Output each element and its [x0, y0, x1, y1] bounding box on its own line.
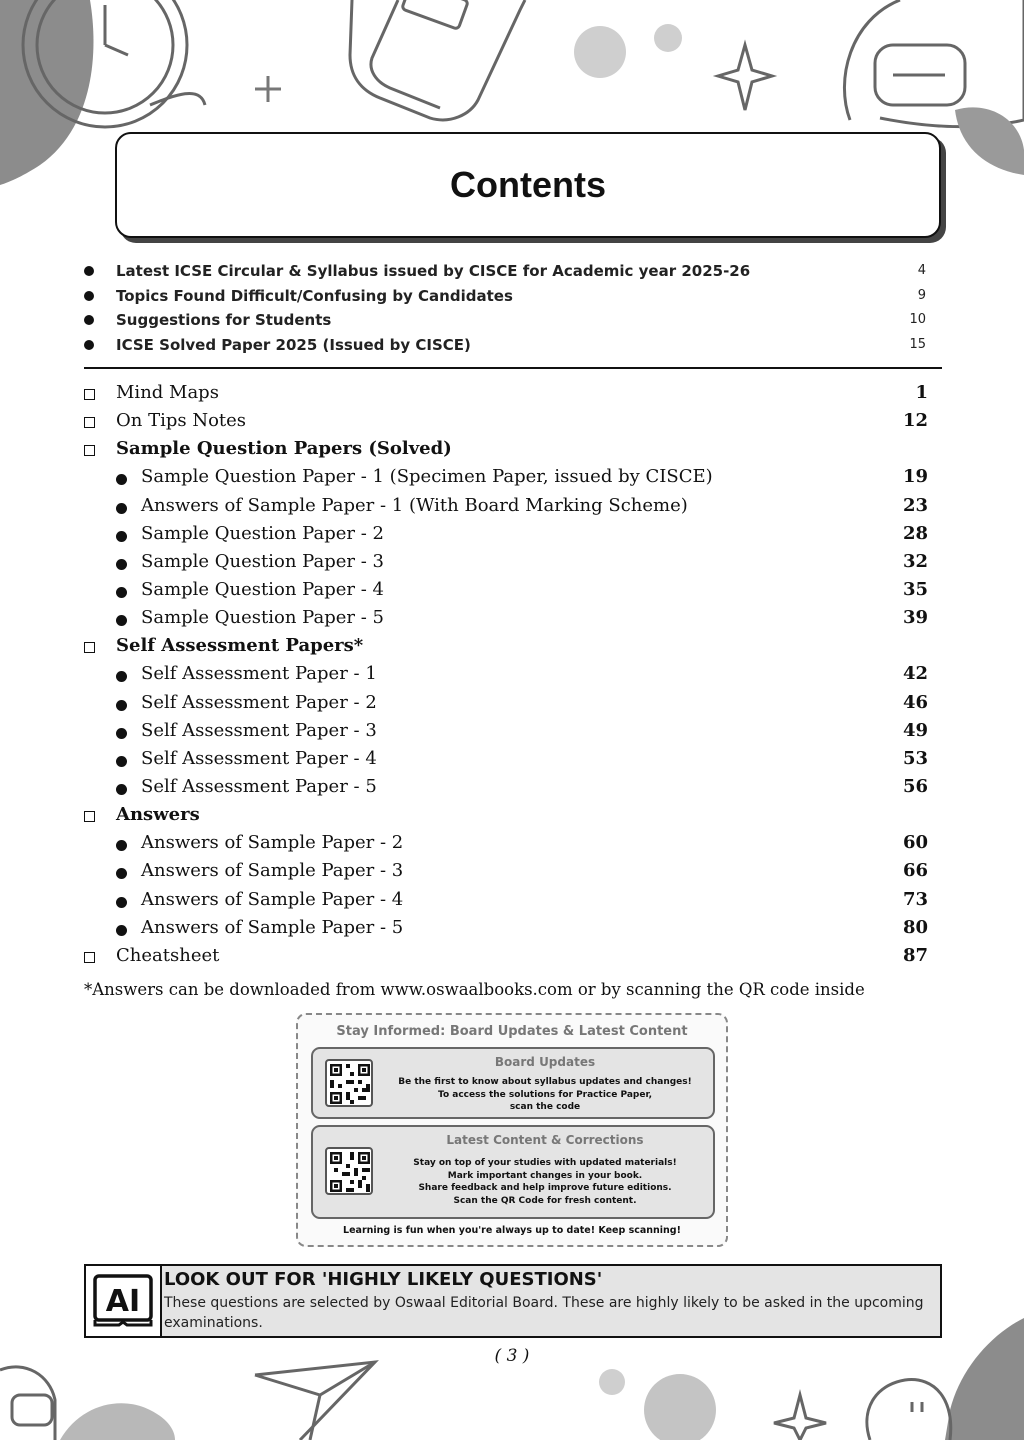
toc-entry-label: Answers of Sample Paper - 5	[141, 916, 404, 938]
alarm-clock-icon	[23, 0, 205, 127]
stay-informed-title: Stay Informed: Board Updates & Latest Content	[336, 1024, 688, 1039]
bullet-icon	[116, 700, 127, 711]
bullet-icon	[116, 671, 127, 682]
checkbox-square-icon	[84, 642, 95, 653]
bullet-icon	[116, 559, 127, 570]
intro-item[interactable]	[84, 336, 926, 361]
board-updates-text	[383, 1076, 707, 1114]
bullet-icon	[116, 615, 127, 626]
toc-page: 23	[902, 494, 928, 516]
page-title: Contents	[450, 164, 606, 205]
bullet-icon	[116, 897, 127, 908]
toc-entry[interactable]	[84, 493, 930, 521]
toc-page: 60	[902, 832, 928, 854]
toc-entry[interactable]	[84, 661, 930, 689]
toc-section-label: On Tips Notes	[116, 410, 247, 432]
board-updates-line: Be the first to know about syllabus updates and changes!	[398, 1077, 692, 1087]
checkbox-square-icon	[84, 417, 95, 428]
toc-entry[interactable]	[84, 521, 930, 549]
intro-item[interactable]	[84, 262, 926, 287]
gray-dot-icon	[574, 26, 626, 78]
toc-section-label: Answers	[116, 804, 200, 826]
toc-entry-label: Self Assessment Paper - 4	[141, 747, 377, 769]
bullet-icon	[116, 925, 127, 936]
latest-content-text	[383, 1157, 707, 1207]
toc-page: 87	[902, 944, 928, 966]
board-updates-panel	[311, 1047, 715, 1119]
toc-entry[interactable]	[84, 464, 930, 492]
toc-entry-label: Sample Question Paper - 2	[141, 522, 384, 544]
highly-likely-questions-box	[84, 1264, 942, 1338]
toc-page: 80	[902, 916, 928, 938]
bullet-icon	[84, 291, 94, 301]
contents-title-box	[115, 132, 941, 238]
gray-dot-icon	[644, 1374, 716, 1440]
answers-footnote: *Answers can be downloaded from www.oswaalbooks.com or by scanning the QR code inside	[84, 980, 865, 999]
toc-entry[interactable]	[84, 577, 930, 605]
bullet-icon	[116, 868, 127, 879]
gray-blob-icon	[0, 0, 93, 185]
toc-section[interactable]	[84, 943, 930, 971]
bullet-icon	[84, 315, 94, 325]
intro-item-page: 15	[909, 336, 926, 352]
toc-entry[interactable]	[84, 887, 930, 915]
bullet-icon	[116, 784, 127, 795]
intro-item-label: Suggestions for Students	[116, 311, 332, 330]
bullet-icon	[116, 474, 127, 485]
bullet-icon	[116, 531, 127, 542]
toc-entry-label: Answers of Sample Paper - 1 (With Board Marking Scheme)	[141, 494, 688, 516]
toc-section[interactable]	[84, 380, 930, 408]
toc-entry[interactable]	[84, 718, 930, 746]
toc-entry[interactable]	[84, 549, 930, 577]
toc-entry-label: Self Assessment Paper - 5	[141, 775, 377, 797]
toc-page: 19	[902, 466, 928, 488]
toc-entry-label: Self Assessment Paper - 2	[141, 691, 377, 713]
star-doodle-icon	[774, 1395, 826, 1440]
divider	[84, 367, 942, 369]
intro-item-page: 9	[917, 287, 926, 303]
intro-item-label: Latest ICSE Circular & Syllabus issued by CISCE for Academic year 2025-26	[116, 262, 751, 280]
toc-section[interactable]	[84, 408, 930, 436]
toc-entry[interactable]	[84, 774, 930, 802]
intro-item-label: Topics Found Difficult/Confusing by Candidates	[116, 286, 513, 305]
checkbox-square-icon	[84, 811, 95, 822]
intro-item-page: 4	[917, 263, 926, 278]
stay-informed-box	[296, 1013, 728, 1247]
intro-item-page: 10	[909, 312, 926, 328]
toc-section[interactable]	[84, 802, 930, 830]
intro-item[interactable]	[84, 287, 926, 312]
toc-page: 53	[902, 747, 928, 769]
bullet-icon	[84, 266, 94, 276]
bullet-icon	[116, 587, 127, 598]
toc-entry[interactable]	[84, 690, 930, 718]
bullet-icon	[116, 728, 127, 739]
toc-page: 28	[902, 522, 928, 544]
toc-entry-label: Answers of Sample Paper - 2	[141, 832, 404, 854]
gray-blob-icon	[60, 1403, 175, 1440]
intro-list	[84, 262, 926, 360]
toc-page: 32	[902, 550, 928, 572]
smiley-doodle-icon	[867, 1380, 951, 1440]
toc-section-label: Self Assessment Papers*	[116, 635, 364, 657]
toc-entry-label: Self Assessment Paper - 3	[141, 719, 377, 741]
checkbox-square-icon	[84, 389, 95, 400]
toc-entry[interactable]	[84, 858, 930, 886]
gray-blob-icon	[945, 1318, 1024, 1440]
toc-section-label: Cheatsheet	[116, 944, 220, 966]
intro-item-label: ICSE Solved Paper 2025 (Issued by CISCE)	[116, 335, 471, 354]
toc-entry[interactable]	[84, 605, 930, 633]
toc-page: 66	[902, 860, 928, 882]
toc-page: 42	[902, 663, 928, 685]
bullet-icon	[84, 340, 94, 350]
toc-page: 1	[915, 382, 928, 403]
checkbox-square-icon	[84, 952, 95, 963]
toc-page: 49	[902, 719, 928, 741]
toc-page: 39	[902, 607, 928, 629]
latest-content-line: Share feedback and help improve future editions.	[418, 1183, 672, 1193]
ai-icon-label: AI	[105, 1284, 141, 1319]
latest-content-panel	[311, 1125, 715, 1219]
toc-page: 35	[902, 578, 928, 600]
page-number: ( 3 )	[494, 1346, 530, 1366]
toc-entry-label: Sample Question Paper - 4	[141, 578, 384, 600]
ai-box-heading: LOOK OUT FOR 'HIGHLY LIKELY QUESTIONS'	[164, 1269, 603, 1290]
board-updates-heading: Board Updates	[494, 1055, 596, 1069]
bullet-icon	[116, 503, 127, 514]
latest-content-line: Stay on top of your studies with updated materials!	[413, 1158, 677, 1168]
book-icon	[350, 0, 525, 120]
sparkle-plus-icon	[255, 76, 281, 102]
toc-entry[interactable]	[84, 915, 930, 943]
board-updates-line: scan the code	[509, 1102, 581, 1112]
bullet-icon	[116, 756, 127, 767]
toc-page: 46	[902, 691, 928, 713]
gray-blob-icon	[955, 107, 1024, 175]
bullet-icon	[116, 840, 127, 851]
toc-entry-label: Sample Question Paper - 5	[141, 607, 384, 629]
toc-entry-label: Sample Question Paper - 1 (Specimen Paper, issued by CISCE)	[141, 466, 713, 488]
toc-entry-label: Sample Question Paper - 3	[141, 550, 384, 572]
intro-item[interactable]	[84, 311, 926, 336]
board-updates-line: To access the solutions for Practice Paper,	[438, 1089, 652, 1100]
qr-code-icon[interactable]	[325, 1147, 373, 1195]
gray-dot-icon	[599, 1369, 625, 1395]
star-doodle-icon	[718, 45, 772, 110]
toc-page: 12	[902, 410, 928, 432]
ai-book-icon	[86, 1266, 162, 1336]
ai-box-text: These questions are selected by Oswaal Editorial Board. These are highly likely to be asked in the upcoming examinations.	[164, 1295, 924, 1331]
toc-entry-label: Answers of Sample Paper - 4	[141, 888, 404, 910]
latest-content-line: Scan the QR Code for fresh content.	[453, 1195, 637, 1206]
backpack-icon	[0, 1367, 55, 1440]
toc-page: 56	[902, 775, 928, 797]
backpack-icon	[844, 0, 1024, 127]
toc-section-label: Sample Question Papers (Solved)	[116, 438, 452, 460]
toc-section[interactable]	[84, 633, 930, 661]
gray-dot-icon	[654, 24, 682, 52]
toc-section-label: Mind Maps	[116, 382, 219, 403]
checkbox-square-icon	[84, 445, 95, 456]
stay-informed-footer: Learning is fun when you're always up to date! Keep scanning!	[343, 1225, 681, 1236]
toc-section[interactable]	[84, 436, 930, 464]
paper-plane-icon	[255, 1362, 375, 1440]
latest-content-heading: Latest Content & Corrections	[446, 1133, 644, 1147]
latest-content-line: Mark important changes in your book.	[447, 1170, 643, 1181]
table-of-contents	[84, 380, 930, 971]
toc-entry-label: Self Assessment Paper - 1	[141, 663, 377, 685]
toc-entry[interactable]	[84, 746, 930, 774]
qr-code-icon[interactable]	[325, 1059, 373, 1107]
toc-page: 73	[902, 888, 928, 910]
toc-entry-label: Answers of Sample Paper - 3	[141, 860, 404, 882]
toc-entry[interactable]	[84, 830, 930, 858]
